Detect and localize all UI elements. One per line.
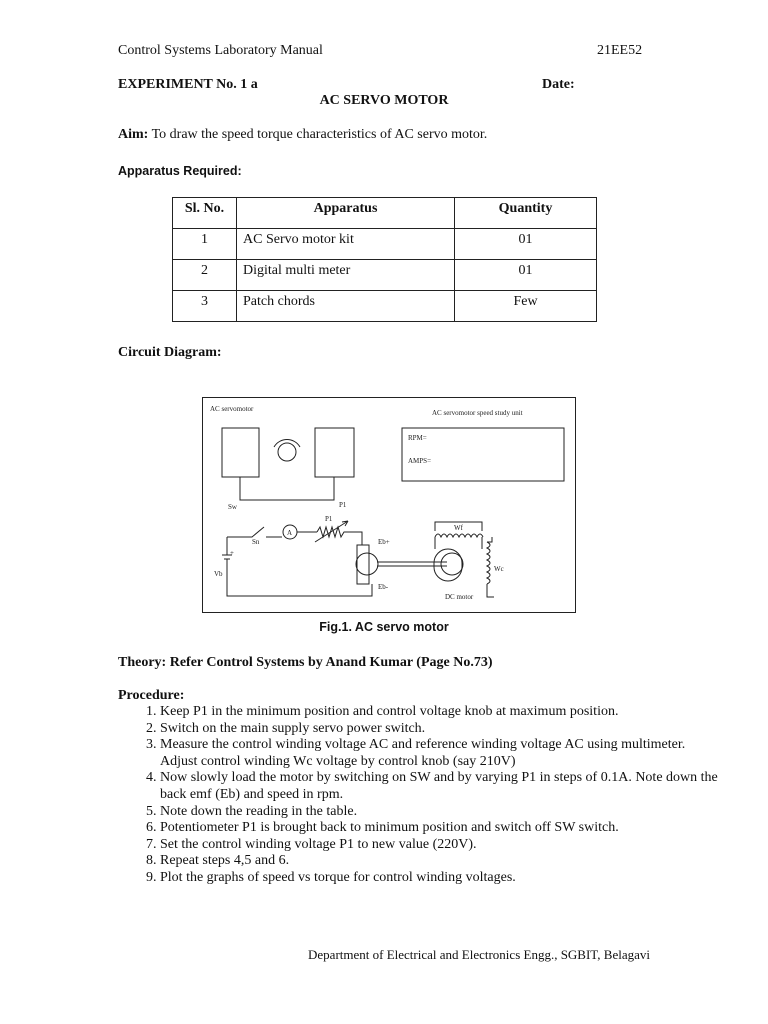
label-sw: Sw (228, 503, 237, 511)
cell-quantity: Few (455, 291, 597, 322)
experiment-title: AC SERVO MOTOR (319, 93, 449, 108)
manual-title: Control Systems Laboratory Manual (118, 43, 323, 58)
column-header-slno: Sl. No. (173, 198, 237, 229)
shaft (377, 562, 447, 566)
label-vb: Vb (214, 570, 223, 578)
date-label: Date: (542, 77, 575, 92)
table-row (173, 229, 597, 260)
armature-icon (356, 553, 378, 575)
aim-text: To draw the speed torque characteristics of AC servo motor. (151, 127, 488, 142)
label-wc: Wc (494, 565, 504, 573)
dc-motor-rotor (441, 553, 463, 575)
rheostat-arrow-icon (315, 521, 348, 542)
cell-slno: 1 (173, 229, 237, 260)
procedure-step: 3. Measure the control winding voltage AC and reference winding voltage AC using multimeter. Adjust control winding Wc voltage by control knob (say 210V) (160, 737, 720, 770)
procedure-step: 9. Plot the graphs of speed vs torque for control winding voltages. (160, 870, 720, 887)
label-p1-top: P1 (339, 501, 347, 509)
procedure-list (118, 704, 720, 887)
cell-quantity: 01 (455, 260, 597, 291)
procedure-step: 8. Repeat steps 4,5 and 6. (160, 853, 720, 870)
label-dc-motor: DC motor (445, 593, 474, 601)
cell-slno: 2 (173, 260, 237, 291)
label-wf: Wf (454, 524, 463, 532)
procedure-step: 7. Set the control winding voltage P1 to new value (220V). (160, 837, 720, 854)
apparatus-heading: Apparatus Required: (118, 164, 242, 178)
label-eb-plus: Eb+ (378, 538, 390, 546)
procedure-step: 1. Keep P1 in the minimum position and control voltage knob at maximum position. (160, 704, 720, 721)
control-winding-icon (487, 542, 490, 584)
footer-text: Department of Electrical and Electronics Engg., SGBIT, Belagavi (308, 947, 650, 962)
procedure-heading: Procedure: (118, 688, 185, 703)
aim-label: Aim: (118, 127, 149, 142)
label-plus: + (230, 549, 234, 557)
label-amps: AMPS= (408, 457, 432, 465)
procedure-step: 6. Potentiometer P1 is brought back to minimum position and switch off SW switch. (160, 820, 720, 837)
circuit-heading: Circuit Diagram: (118, 345, 222, 360)
wire-top (240, 477, 334, 500)
cell-quantity: 01 (455, 229, 597, 260)
rotor-symbol (278, 443, 296, 461)
brush-block (357, 545, 369, 584)
label-ammeter: A (287, 529, 293, 537)
procedure-step: 5. Note down the reading in the table. (160, 804, 720, 821)
winding-block-right (315, 428, 354, 477)
wire-field-drop (435, 537, 482, 549)
cell-slno: 3 (173, 291, 237, 322)
course-code: 21EE52 (597, 43, 643, 58)
cell-apparatus: Patch chords (237, 291, 455, 322)
label-sn: Sn (252, 538, 260, 546)
table-header-row (173, 198, 597, 229)
procedure-step: 4. Now slowly load the motor by switching on SW and by varying P1 in steps of 0.1A. Note down the back emf (Eb) and speed in rpm. (160, 770, 720, 803)
diagram-border (203, 398, 576, 613)
label-rpm: RPM= (408, 434, 427, 442)
switch-icon (237, 527, 264, 537)
cell-apparatus: Digital multi meter (237, 260, 455, 291)
winding-block-left (222, 428, 259, 477)
label-p1: P1 (325, 515, 333, 523)
apparatus-table (172, 197, 597, 322)
field-winding-icon (435, 534, 483, 537)
table-row (173, 260, 597, 291)
theory-line: Theory: Refer Control Systems by Anand Kumar (Page No.73) (118, 655, 493, 670)
column-header-quantity: Quantity (455, 198, 597, 229)
label-ac-servomotor: AC servomotor (210, 405, 254, 413)
column-header-apparatus: Apparatus (237, 198, 455, 229)
procedure-step: 2. Switch on the main supply servo power switch. (160, 721, 720, 738)
aim-line (118, 127, 487, 143)
label-eb-minus: Eb- (378, 583, 389, 591)
cell-apparatus: AC Servo motor kit (237, 229, 455, 260)
experiment-number: EXPERIMENT No. 1 a (118, 77, 258, 92)
figure-caption: Fig.1. AC servo motor (319, 620, 449, 634)
label-speed-unit: AC servomotor speed study unit (432, 409, 523, 417)
circuit-diagram (202, 397, 576, 613)
table-row (173, 291, 597, 322)
wire-bottom (227, 559, 372, 596)
